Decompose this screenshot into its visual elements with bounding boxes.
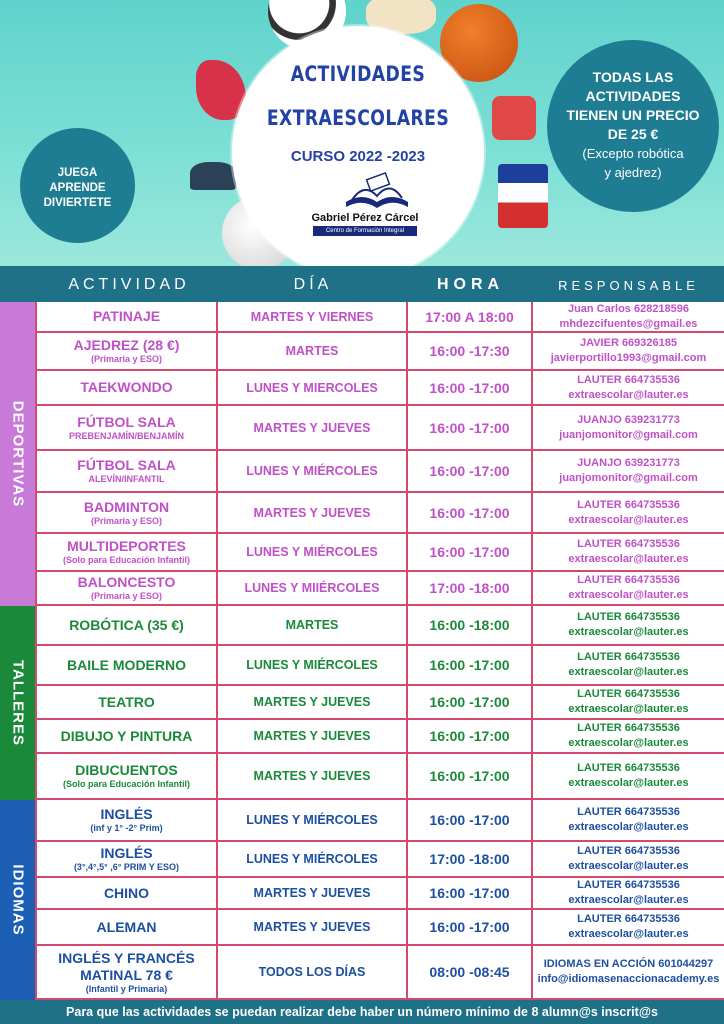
- logo-subtitle: Centro de Formación Integral: [313, 226, 417, 236]
- price-note-1: (Excepto robótica: [582, 146, 684, 161]
- activity-subtitle: (Infantil y Primaria): [85, 983, 168, 994]
- responsible-cell: [533, 371, 724, 404]
- activity-name: BADMINTON: [83, 498, 170, 515]
- price-line-4: DE 25 €: [607, 126, 659, 142]
- activity-cell: [35, 946, 218, 998]
- activity-subtitle: (Solo para Educación Infantil): [62, 779, 190, 789]
- price-line-2: ACTIVIDADES: [585, 88, 681, 104]
- activity-name: INGLÉS: [100, 806, 153, 822]
- responsible-email: extraescolar@lauter.es: [568, 553, 689, 565]
- activity-cell: [35, 910, 218, 944]
- responsible-cell: [533, 878, 724, 908]
- hour-cell: [408, 302, 533, 331]
- responsible-email: extraescolar@lauter.es: [568, 666, 689, 678]
- responsible-contact: LAUTER 664735536: [577, 498, 680, 511]
- hour-cell: [408, 534, 533, 570]
- responsible-email: extraescolar@lauter.es: [568, 777, 689, 789]
- column-header-dia: DÍA: [293, 276, 333, 293]
- activity-name: ALEMAN: [96, 918, 157, 935]
- activity-name: FÚTBOL SALA: [77, 413, 176, 430]
- activity-day: LUNES Y MIERCOLES: [246, 380, 378, 395]
- table-row: [35, 493, 724, 534]
- hour-cell: [408, 606, 533, 644]
- activity-subtitle: (3°,4°,5° ,6° PRIM Y ESO): [73, 862, 180, 872]
- table-row: [35, 371, 724, 406]
- price-line-3: TIENEN UN PRECIO: [566, 107, 700, 123]
- activity-day: LUNES Y MIÉRCOLES: [246, 852, 378, 866]
- hour-cell: [408, 572, 533, 604]
- responsible-contact: LAUTER 664735536: [577, 913, 680, 925]
- activity-subtitle: (Primaria y ESO): [90, 591, 163, 601]
- activity-day: MARTES Y JUEVES: [253, 886, 371, 900]
- responsible-contact: LAUTER 664735536: [577, 879, 680, 891]
- activity-name: AJEDREZ (28 €): [73, 337, 180, 353]
- group-label-talleres: TALLERES: [9, 659, 26, 747]
- activity-name: ROBÓTICA (35 €): [69, 616, 184, 633]
- day-cell: [218, 800, 408, 840]
- responsible-contact: LAUTER 664735536: [577, 722, 680, 734]
- activity-day: LUNES Y MIIÉRCOLES: [244, 581, 380, 595]
- activity-day: MARTES Y JUEVES: [253, 769, 371, 783]
- hour-cell: [408, 910, 533, 944]
- activity-cell: [35, 302, 218, 331]
- day-cell: [218, 406, 408, 449]
- group-label-idiomas: IDIOMAS: [9, 864, 26, 936]
- price-note-2: y ajedrez): [604, 165, 662, 180]
- responsible-cell: [533, 946, 724, 998]
- activity-day: MARTES Y JUEVES: [253, 505, 371, 520]
- responsible-cell: [533, 910, 724, 944]
- table-row: [35, 572, 724, 606]
- activity-hour: 08:00 -08:45: [429, 964, 510, 980]
- group-band-talleres: [0, 606, 35, 800]
- activity-hour: 16:00 -17:00: [429, 768, 510, 784]
- activity-hour: 16:00 -17:30: [429, 343, 510, 359]
- title-line-1: ACTIVIDADES: [290, 62, 426, 86]
- day-cell: [218, 720, 408, 752]
- table-row: [35, 646, 724, 686]
- activity-name: PATINAJE: [92, 308, 161, 324]
- responsible-contact: LAUTER 664735536: [577, 688, 680, 700]
- activity-day: MARTES Y VIERNES: [250, 309, 374, 324]
- activity-cell: [35, 800, 218, 840]
- price-badge: [547, 40, 719, 212]
- hour-cell: [408, 754, 533, 798]
- hour-cell: [408, 842, 533, 876]
- day-cell: [218, 842, 408, 876]
- activity-hour: 16:00 -17:00: [429, 885, 510, 901]
- responsible-email: extraescolar@lauter.es: [568, 388, 689, 401]
- activity-subtitle: (Primaria y ESO): [90, 515, 163, 526]
- table-row: [35, 333, 724, 371]
- responsible-cell: [533, 754, 724, 798]
- hour-cell: [408, 493, 533, 532]
- responsible-email: mhdezcifuentes@gmail.es: [559, 317, 698, 330]
- activity-name: INGLÉS: [100, 845, 153, 861]
- hour-cell: [408, 878, 533, 908]
- book-logo-icon: [342, 172, 412, 210]
- table-row: [35, 946, 724, 1000]
- table-row: [35, 686, 724, 720]
- responsible-contact: LAUTER 664735536: [577, 611, 680, 623]
- activity-hour: 16:00 -17:00: [429, 694, 510, 710]
- responsible-email: extraescolar@lauter.es: [568, 821, 689, 833]
- responsible-cell: [533, 302, 724, 331]
- responsible-cell: [533, 646, 724, 684]
- table-row: [35, 910, 724, 946]
- responsible-contact: Juan Carlos 628218596: [567, 302, 690, 315]
- responsible-contact: LAUTER 664735536: [577, 651, 680, 663]
- group-band-idiomas: [0, 800, 35, 1000]
- title-line-2: EXTRAESCOLARES: [266, 106, 450, 130]
- activity-hour: 16:00 -17:00: [429, 657, 510, 673]
- day-cell: [218, 493, 408, 532]
- responsible-cell: [533, 606, 724, 644]
- activity-name: DIBUCUENTOS: [75, 762, 178, 778]
- responsible-contact: LAUTER 664735536: [577, 845, 680, 857]
- activity-hour: 16:00 -17:00: [429, 463, 510, 479]
- day-cell: [218, 946, 408, 998]
- activity-subtitle: (Primaria y ESO): [90, 354, 163, 364]
- hour-cell: [408, 451, 533, 491]
- hour-cell: [408, 800, 533, 840]
- robot-icon: [492, 96, 536, 140]
- activity-cell: [35, 842, 218, 876]
- activity-name: TEATRO: [98, 693, 155, 710]
- activity-cell: [35, 493, 218, 532]
- activity-cell: [35, 878, 218, 908]
- responsible-cell: [533, 534, 724, 570]
- course-label: CURSO 2022 -2023: [290, 148, 426, 165]
- responsible-cell: [533, 451, 724, 491]
- activity-day: LUNES Y MIÉRCOLES: [246, 464, 378, 478]
- hour-cell: [408, 333, 533, 369]
- responsible-email: extraescolar@lauter.es: [568, 894, 689, 906]
- responsible-contact: IDIOMAS EN ACCIÓN 601044297: [543, 958, 714, 970]
- responsible-email: juanjomonitor@gmail.com: [559, 472, 698, 484]
- column-header-responsable: RESPONSABLE: [558, 278, 699, 293]
- column-header-actividad: ACTIVIDAD: [68, 276, 190, 293]
- activity-day: MARTES Y JUEVES: [253, 920, 371, 934]
- activity-day: LUNES Y MIÉRCOLES: [246, 813, 378, 827]
- day-cell: [218, 646, 408, 684]
- day-cell: [218, 910, 408, 944]
- responsible-email: extraescolar@lauter.es: [568, 860, 689, 872]
- responsible-cell: [533, 686, 724, 718]
- activity-cell: [35, 606, 218, 644]
- activity-name: FÚTBOL SALA: [77, 457, 176, 473]
- activity-cell: [35, 451, 218, 491]
- price-line-1: TODAS LAS: [592, 69, 674, 85]
- logo-name: Gabriel Pérez Cárcel: [311, 212, 419, 224]
- poster-header: [0, 0, 724, 266]
- activity-subtitle: ALEVÍN/INFANTIL: [88, 474, 165, 484]
- responsible-email: extraescolar@lauter.es: [568, 703, 689, 715]
- footer-note: Para que las actividades se puedan realizar debe haber un número mínimo de 8 alumn@s inscrit@s: [0, 1000, 724, 1024]
- slogan-line-1: JUEGA: [57, 167, 98, 179]
- activity-day: TODOS LOS DÍAS: [258, 965, 366, 979]
- responsible-email: extraescolar@lauter.es: [568, 513, 689, 526]
- table-row: [35, 800, 724, 842]
- activity-day: MARTES Y JUEVES: [253, 729, 371, 743]
- responsible-email: javierportillo1993@gmail.com: [550, 352, 707, 364]
- activity-hour: 16:00 -17:00: [429, 504, 510, 521]
- responsible-contact: JAVIER 669326185: [579, 337, 678, 349]
- activity-name: CHINO: [103, 884, 150, 901]
- hour-cell: [408, 686, 533, 718]
- table-row: [35, 606, 724, 646]
- responsible-contact: JUANJO 639231773: [577, 413, 680, 426]
- responsible-cell: [533, 842, 724, 876]
- activity-day: LUNES Y MIÉRCOLES: [246, 658, 378, 672]
- day-cell: [218, 534, 408, 570]
- responsible-contact: LAUTER 664735536: [577, 538, 680, 550]
- day-cell: [218, 333, 408, 369]
- activity-name: DIBUJO Y PINTURA: [60, 727, 193, 744]
- activity-day: MARTES Y JUEVES: [253, 695, 371, 709]
- table-row: [35, 754, 724, 800]
- activity-hour: 17:00 A 18:00: [425, 308, 514, 325]
- responsible-cell: [533, 333, 724, 369]
- activity-cell: [35, 646, 218, 684]
- activity-subtitle: PREBENJAMÍN/BENJAMÍN: [68, 430, 184, 441]
- activity-name: INGLÉS Y FRANCÉS MATINAL 78 €: [58, 949, 195, 983]
- activity-hour: 16:00 -17:00: [429, 728, 510, 744]
- table-header: [0, 266, 724, 302]
- activity-name: MULTIDEPORTES: [67, 538, 186, 554]
- table-row: [35, 842, 724, 878]
- activity-hour: 16:00 -17:00: [429, 419, 510, 436]
- column-header-hora: HORA: [436, 276, 505, 293]
- slogan-line-3: DIVIERTETE: [43, 197, 112, 209]
- activity-cell: [35, 371, 218, 404]
- day-cell: [218, 572, 408, 604]
- table-row: [35, 534, 724, 572]
- activity-hour: 16:00 -18:00: [429, 617, 510, 633]
- activity-hour: 16:00 -17:00: [429, 544, 510, 560]
- activity-hour: 16:00 -17:00: [429, 919, 510, 935]
- responsible-contact: LAUTER 664735536: [577, 574, 680, 586]
- responsible-cell: [533, 572, 724, 604]
- activity-name: BAILE MODERNO: [67, 656, 186, 673]
- activity-cell: [35, 686, 218, 718]
- responsible-cell: [533, 406, 724, 449]
- activity-cell: [35, 406, 218, 449]
- activity-hour: 17:00 -18:00: [429, 851, 510, 867]
- responsible-cell: [533, 720, 724, 752]
- responsible-cell: [533, 800, 724, 840]
- table-row: [35, 302, 724, 333]
- activity-name: TAEKWONDO: [80, 379, 173, 395]
- activity-day: MARTES: [285, 344, 339, 358]
- slogan-line-2: APRENDE: [49, 182, 106, 194]
- responsible-email: extraescolar@lauter.es: [568, 626, 689, 638]
- sneaker-icon: [190, 162, 236, 190]
- slogan-badge: [20, 128, 135, 243]
- hour-cell: [408, 406, 533, 449]
- responsible-contact: LAUTER 664735536: [577, 806, 680, 818]
- activity-hour: 17:00 -18:00: [429, 580, 510, 596]
- day-cell: [218, 686, 408, 718]
- responsible-email: juanjomonitor@gmail.com: [559, 428, 698, 441]
- activity-subtitle: (inf y 1° -2° Prim): [90, 823, 163, 833]
- responsible-email: extraescolar@lauter.es: [568, 928, 689, 940]
- activity-day: MARTES: [285, 618, 339, 632]
- table-row: [35, 720, 724, 754]
- group-band-deportivas: [0, 302, 35, 606]
- table-row: [35, 878, 724, 910]
- responsible-contact: LAUTER 664735536: [577, 762, 680, 774]
- responsible-email: info@idiomasenaccionacademy.es: [537, 973, 720, 985]
- hour-cell: [408, 720, 533, 752]
- responsible-email: extraescolar@lauter.es: [568, 589, 689, 601]
- day-cell: [218, 371, 408, 404]
- activity-cell: [35, 333, 218, 369]
- flags-icon: [498, 164, 548, 228]
- activity-day: LUNES Y MIÉRCOLES: [246, 545, 378, 559]
- responsible-email: extraescolar@lauter.es: [568, 737, 689, 749]
- activity-name: BALONCESTO: [77, 574, 176, 590]
- activity-subtitle: (Solo para Educación Infantil): [62, 555, 190, 565]
- responsible-contact: JUANJO 639231773: [577, 457, 680, 469]
- hour-cell: [408, 371, 533, 404]
- table-row: [35, 406, 724, 451]
- table-row: [35, 451, 724, 493]
- day-cell: [218, 302, 408, 331]
- hour-cell: [408, 646, 533, 684]
- day-cell: [218, 451, 408, 491]
- activity-cell: [35, 572, 218, 604]
- activity-hour: 16:00 -17:00: [429, 379, 510, 396]
- activity-cell: [35, 754, 218, 798]
- day-cell: [218, 878, 408, 908]
- responsible-contact: LAUTER 664735536: [577, 373, 680, 386]
- activity-cell: [35, 720, 218, 752]
- activity-day: MARTES Y JUEVES: [253, 420, 371, 435]
- activity-hour: 16:00 -17:00: [429, 812, 510, 828]
- day-cell: [218, 606, 408, 644]
- responsible-cell: [533, 493, 724, 532]
- day-cell: [218, 754, 408, 798]
- group-label-deportivas: DEPORTIVAS: [9, 400, 26, 508]
- activity-cell: [35, 534, 218, 570]
- hour-cell: [408, 946, 533, 998]
